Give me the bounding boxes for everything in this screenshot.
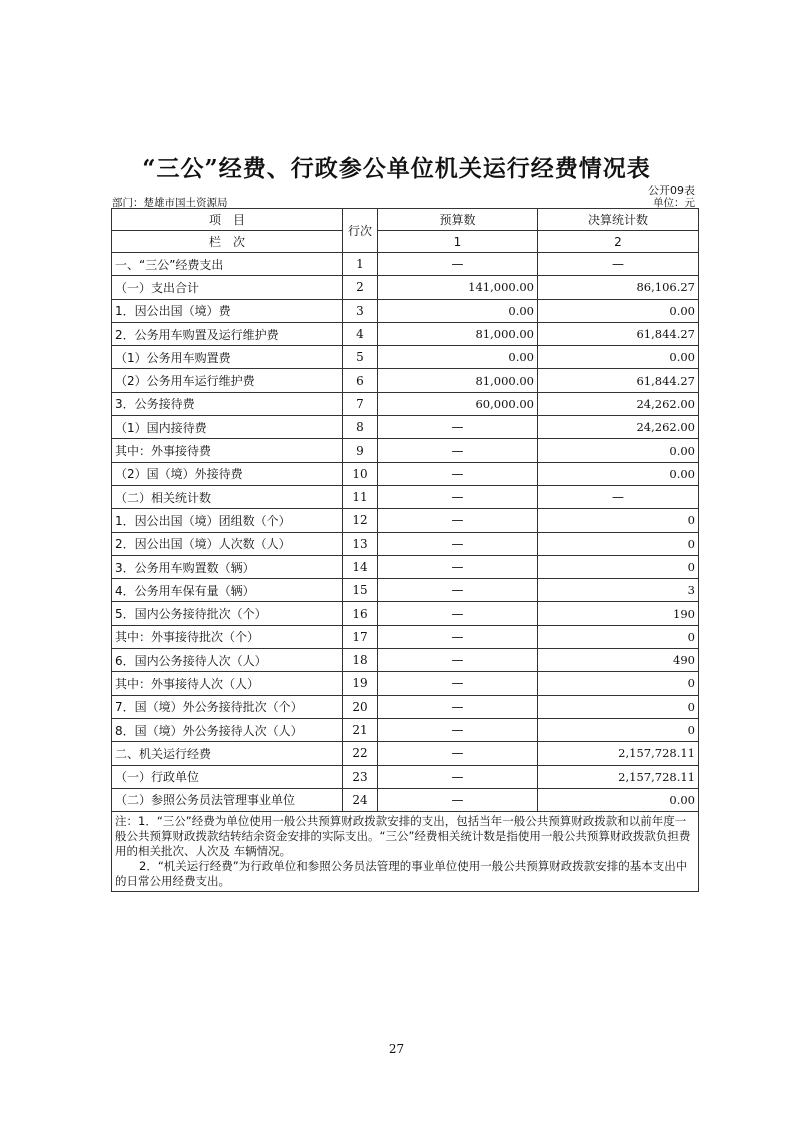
row-number: 9 [343,439,378,462]
table-row [112,299,699,322]
table-row [112,462,699,485]
row-number: 6 [343,369,378,392]
row-number: 16 [343,602,378,625]
table-row [112,439,699,462]
row-budget-value: 81,000.00 [378,369,538,392]
row-budget-value: — [378,532,538,555]
table-row [112,718,699,741]
table-row [112,485,699,508]
table-row [112,276,699,299]
column-label: 栏 次 [112,231,343,253]
row-budget-value: — [378,649,538,672]
unit-label: 单位：元 [653,197,695,209]
row-item-name: （1）国内接待费 [112,416,343,439]
row-number: 14 [343,555,378,578]
row-item-name: 其中：外事接待批次（个） [112,625,343,648]
row-number: 24 [343,788,378,811]
expense-table [111,208,699,892]
header-item: 项 目 [112,209,343,231]
row-final-value: 24,262.00 [538,392,699,415]
table-row [112,322,699,345]
row-number: 3 [343,299,378,322]
row-item-name: （2）公务用车运行维护费 [112,369,343,392]
row-final-value: 0.00 [538,462,699,485]
row-item-name: 4．公务用车保有量（辆） [112,579,343,602]
row-budget-value: — [378,485,538,508]
row-number: 5 [343,346,378,369]
row-budget-value: — [378,788,538,811]
row-budget-value: 141,000.00 [378,276,538,299]
row-final-value: 0 [538,555,699,578]
row-budget-value: 81,000.00 [378,322,538,345]
row-budget-value: — [378,765,538,788]
row-number: 13 [343,532,378,555]
row-number: 1 [343,253,378,276]
table-row [112,788,699,811]
row-budget-value: — [378,253,538,276]
row-number: 20 [343,695,378,718]
row-number: 15 [343,579,378,602]
row-item-name: 7．国（境）外公务接待批次（个） [112,695,343,718]
row-final-value: 86,106.27 [538,276,699,299]
row-item-name: 8．国（境）外公务接待人次（人） [112,718,343,741]
row-number: 2 [343,276,378,299]
row-number: 21 [343,718,378,741]
row-final-value: 0.00 [538,788,699,811]
row-final-value: 0.00 [538,346,699,369]
row-budget-value: — [378,742,538,765]
row-item-name: （2）国（境）外接待费 [112,462,343,485]
row-item-name: 其中：外事接待人次（人） [112,672,343,695]
row-number: 23 [343,765,378,788]
row-final-value: 490 [538,649,699,672]
table-row [112,742,699,765]
row-number: 17 [343,625,378,648]
table-row [112,392,699,415]
table-row [112,765,699,788]
row-budget-value: — [378,462,538,485]
row-item-name: 1．因公出国（境）团组数（个） [112,509,343,532]
row-number: 8 [343,416,378,439]
row-item-name: 2．公务用车购置及运行维护费 [112,322,343,345]
note-1: 注：1．“三公”经费为单位使用一般公共预算财政拨款安排的支出，包括当年一般公共预算财政拨款和以前年度一般公共预算财政拨款结转结余资金安排的实际支出。“三公”经费相关统计数是指使用一般公共预算财政拨款负担费用的相关批次、人次及 车辆情况。 [115,814,691,859]
row-final-value: 0 [538,625,699,648]
row-number: 12 [343,509,378,532]
table-row [112,416,699,439]
table-row [112,532,699,555]
column-label-row [112,231,699,253]
row-budget-value: — [378,439,538,462]
row-item-name: （二）相关统计数 [112,485,343,508]
table-row [112,555,699,578]
row-final-value: 3 [538,579,699,602]
row-final-value: 0 [538,695,699,718]
row-item-name: （二）参照公务员法管理事业单位 [112,788,343,811]
row-final-value: 0 [538,718,699,741]
table-row [112,253,699,276]
department-label: 部门：楚雄市国土资源局 [112,197,228,209]
row-final-value: 2,157,728.11 [538,765,699,788]
header-row-no: 行次 [343,209,378,253]
table-row [112,672,699,695]
row-final-value: — [538,485,699,508]
row-item-name: 一、“三公”经费支出 [112,253,343,276]
row-final-value: 0 [538,532,699,555]
header-budget: 预算数 [378,209,538,231]
row-number: 22 [343,742,378,765]
row-item-name: 2．因公出国（境）人次数（人） [112,532,343,555]
table-row [112,369,699,392]
row-budget-value: — [378,718,538,741]
row-item-name: 5．国内公务接待批次（个） [112,602,343,625]
row-final-value: 61,844.27 [538,322,699,345]
row-item-name: 6．国内公务接待人次（人） [112,649,343,672]
row-budget-value: — [378,416,538,439]
table-row [112,602,699,625]
row-item-name: （一）支出合计 [112,276,343,299]
row-budget-value: — [378,579,538,602]
row-item-name: 3．公务接待费 [112,392,343,415]
table-row [112,649,699,672]
header-row [112,209,699,231]
row-final-value: 61,844.27 [538,369,699,392]
row-number: 18 [343,649,378,672]
row-budget-value: 60,000.00 [378,392,538,415]
row-final-value: 190 [538,602,699,625]
note-2: 2．“机关运行经费”为行政单位和参照公务员法管理的事业单位使用一般公共预算财政拨款安排的基本支出中的日常公用经费支出。 [115,859,688,889]
table-row [112,625,699,648]
table-row [112,509,699,532]
notes-row [112,812,699,892]
table-row [112,695,699,718]
row-budget-value: — [378,672,538,695]
row-item-name: 二、机关运行经费 [112,742,343,765]
page-number: 27 [388,1042,405,1056]
row-final-value: 0 [538,672,699,695]
notes-cell [112,812,699,892]
row-budget-value: — [378,509,538,532]
row-final-value: 24,262.00 [538,416,699,439]
row-budget-value: — [378,625,538,648]
row-budget-value: — [378,695,538,718]
row-number: 10 [343,462,378,485]
row-final-value: 0 [538,509,699,532]
row-number: 19 [343,672,378,695]
row-item-name: （1）公务用车购置费 [112,346,343,369]
row-budget-value: 0.00 [378,346,538,369]
row-final-value: 0.00 [538,299,699,322]
row-item-name: （一）行政单位 [112,765,343,788]
row-final-value: 2,157,728.11 [538,742,699,765]
column-budget-no: 1 [378,231,538,253]
row-final-value: 0.00 [538,439,699,462]
row-item-name: 其中：外事接待费 [112,439,343,462]
row-final-value: — [538,253,699,276]
column-final-no: 2 [538,231,699,253]
table-row [112,579,699,602]
row-item-name: 3．公务用车购置数（辆） [112,555,343,578]
form-number: 公开09表 [648,184,695,197]
row-item-name: 1．因公出国（境）费 [112,299,343,322]
row-budget-value: — [378,602,538,625]
row-number: 11 [343,485,378,508]
page-title: “三公”经费、行政参公单位机关运行经费情况表 [142,155,651,182]
row-number: 7 [343,392,378,415]
row-budget-value: — [378,555,538,578]
header-final: 决算统计数 [538,209,699,231]
row-budget-value: 0.00 [378,299,538,322]
row-number: 4 [343,322,378,345]
table-row [112,346,699,369]
